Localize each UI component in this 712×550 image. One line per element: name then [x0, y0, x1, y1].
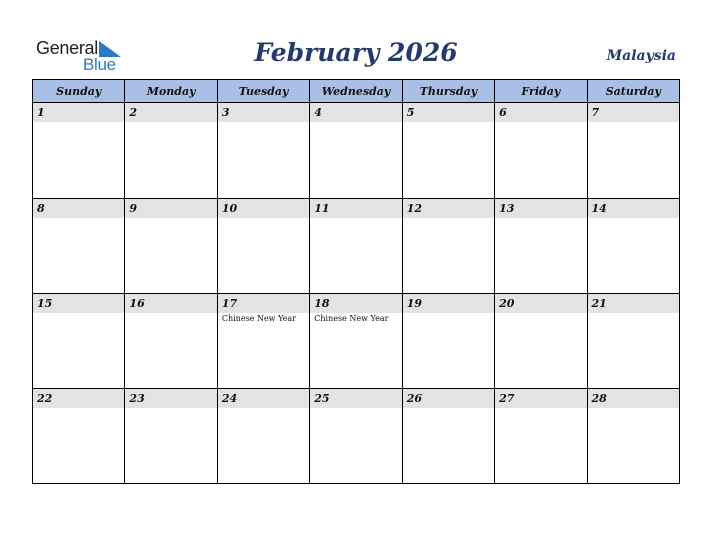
day-cell[interactable]: [495, 294, 587, 389]
day-cell[interactable]: [495, 389, 587, 484]
day-cell[interactable]: [33, 389, 125, 484]
day-cell[interactable]: [125, 199, 217, 294]
day-number: 12: [403, 199, 494, 218]
day-number: 28: [588, 389, 679, 408]
day-number: 27: [495, 389, 586, 408]
day-cell[interactable]: [217, 294, 309, 389]
day-cell[interactable]: [587, 294, 679, 389]
day-number: 11: [310, 199, 401, 218]
day-number: 10: [218, 199, 309, 218]
logo-text-blue: Blue: [83, 55, 116, 74]
week-row: [33, 389, 680, 484]
day-number: 2: [125, 103, 216, 122]
day-number: 4: [310, 103, 401, 122]
day-number: 6: [495, 103, 586, 122]
day-number: 23: [125, 389, 216, 408]
day-number: 5: [403, 103, 494, 122]
weekday-sunday: Sunday: [33, 80, 125, 103]
page-title: February 2026: [254, 38, 458, 67]
day-number: 25: [310, 389, 401, 408]
day-number: 16: [125, 294, 216, 313]
day-number: 9: [125, 199, 216, 218]
day-cell[interactable]: [402, 103, 494, 199]
weekday-wednesday: Wednesday: [310, 80, 402, 103]
weekday-thursday: Thursday: [402, 80, 494, 103]
day-number: 1: [33, 103, 124, 122]
calendar-grid: [32, 79, 680, 484]
day-cell[interactable]: [33, 103, 125, 199]
day-number: 24: [218, 389, 309, 408]
day-number: 19: [403, 294, 494, 313]
weekday-friday: Friday: [495, 80, 587, 103]
day-number: 14: [588, 199, 679, 218]
day-cell[interactable]: [587, 389, 679, 484]
day-cell[interactable]: [125, 389, 217, 484]
day-number: 26: [403, 389, 494, 408]
day-cell[interactable]: [125, 294, 217, 389]
day-cell[interactable]: [217, 389, 309, 484]
day-number: 21: [588, 294, 679, 313]
week-row: [33, 294, 680, 389]
week-row: [33, 103, 680, 199]
day-cell[interactable]: [495, 103, 587, 199]
day-cell[interactable]: [402, 389, 494, 484]
holiday-label: Chinese New Year: [314, 314, 389, 323]
day-cell[interactable]: [33, 294, 125, 389]
day-cell[interactable]: [310, 103, 402, 199]
day-number: 8: [33, 199, 124, 218]
day-cell[interactable]: [402, 294, 494, 389]
day-cell[interactable]: [310, 294, 402, 389]
day-cell[interactable]: [495, 199, 587, 294]
day-cell[interactable]: [125, 103, 217, 199]
logo-text-general: General: [36, 38, 98, 58]
day-cell[interactable]: [217, 103, 309, 199]
day-number: 17: [218, 294, 309, 313]
day-number: 18: [310, 294, 401, 313]
day-number: 13: [495, 199, 586, 218]
day-number: 15: [33, 294, 124, 313]
week-row: [33, 199, 680, 294]
day-cell[interactable]: [587, 199, 679, 294]
weekday-header-row: [33, 80, 680, 103]
day-cell[interactable]: [587, 103, 679, 199]
day-number: 20: [495, 294, 586, 313]
weekday-saturday: Saturday: [587, 80, 679, 103]
day-cell[interactable]: [33, 199, 125, 294]
holiday-label: Chinese New Year: [221, 314, 296, 323]
day-cell[interactable]: [310, 389, 402, 484]
weekday-monday: Monday: [125, 80, 217, 103]
day-cell[interactable]: [402, 199, 494, 294]
day-cell[interactable]: [310, 199, 402, 294]
day-number: 7: [588, 103, 679, 122]
country-label: Malaysia: [606, 48, 676, 64]
weekday-tuesday: Tuesday: [217, 80, 309, 103]
day-cell[interactable]: [217, 199, 309, 294]
day-number: 22: [33, 389, 124, 408]
day-number: 3: [218, 103, 309, 122]
